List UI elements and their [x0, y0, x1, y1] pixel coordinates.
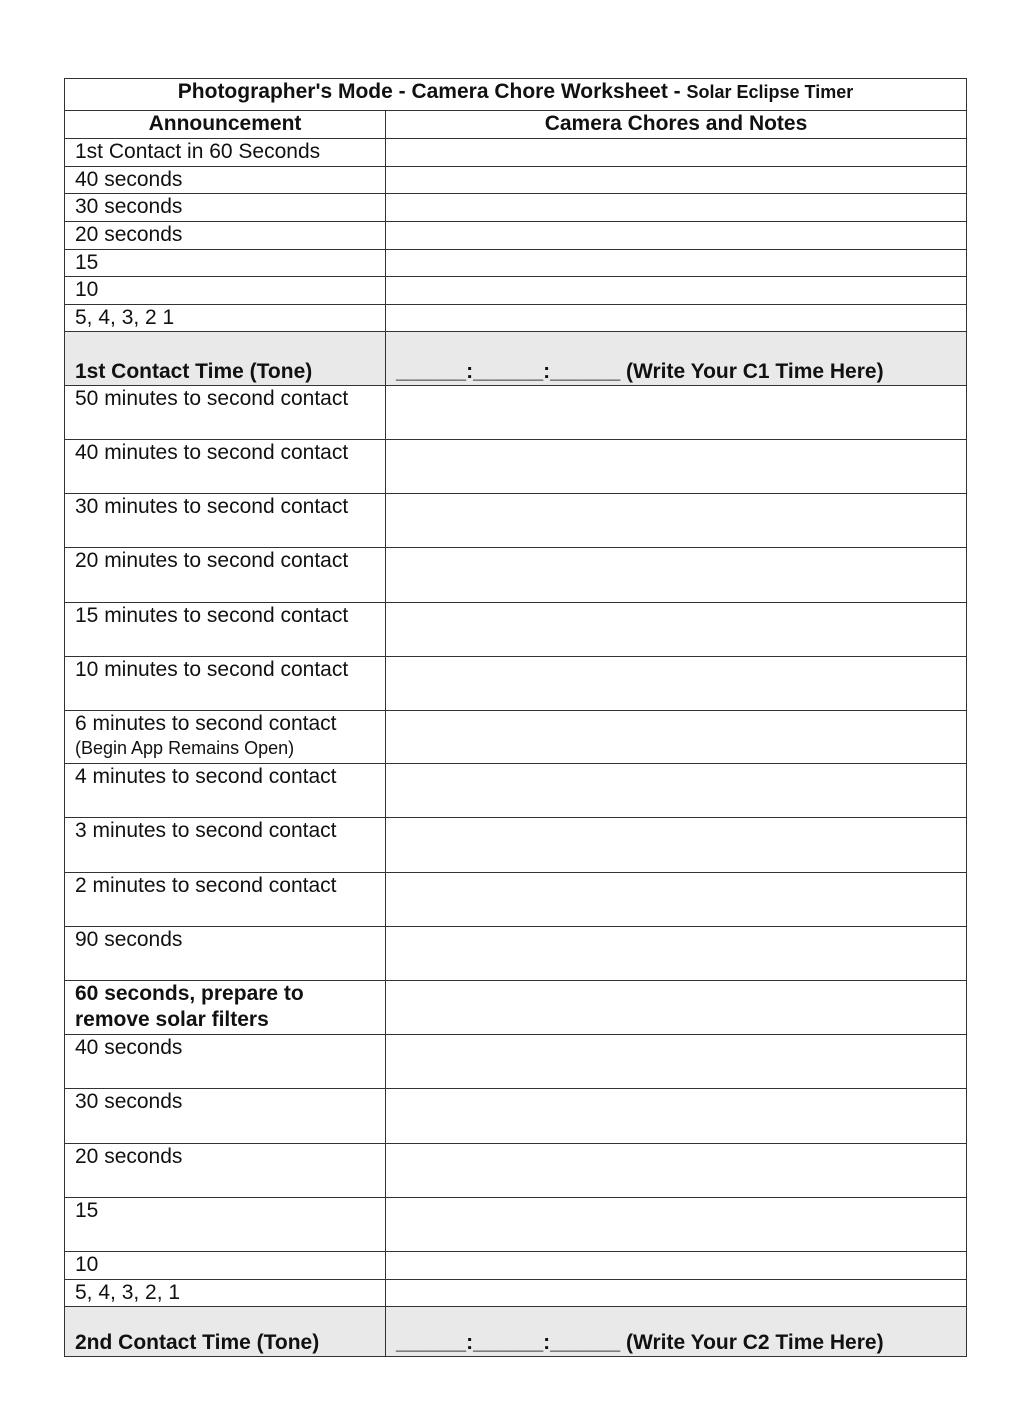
second-contact-row: [65, 1307, 967, 1357]
announcement-cell: 10: [65, 277, 386, 305]
announcement-cell: 15: [65, 1198, 386, 1252]
announcement-cell: 5, 4, 3, 2, 1: [65, 1280, 386, 1307]
announcement-cell: 90 seconds: [65, 927, 386, 981]
notes-cell[interactable]: [386, 818, 967, 873]
notes-cell[interactable]: [386, 494, 967, 548]
notes-cell[interactable]: [386, 657, 967, 711]
notes-cell[interactable]: [386, 194, 967, 222]
announcement-cell: 1st Contact in 60 Seconds: [65, 139, 386, 167]
announcement-cell: 2 minutes to second contact: [65, 873, 386, 927]
announcement-cell: 20 seconds: [65, 1144, 386, 1198]
c1-time-entry[interactable]: ______:______:______ (Write Your C1 Time Here): [386, 332, 967, 386]
notes-cell[interactable]: [386, 167, 967, 194]
table-row: [65, 139, 967, 167]
chores-header: Camera Chores and Notes: [386, 111, 967, 139]
table-row: [65, 981, 967, 1035]
table-row: [65, 494, 967, 548]
table-row: [65, 277, 967, 305]
notes-cell[interactable]: [386, 927, 967, 981]
announcement-header: Announcement: [65, 111, 386, 139]
notes-cell[interactable]: [386, 305, 967, 332]
table-row: [65, 1035, 967, 1089]
title-row: [65, 79, 967, 111]
notes-cell[interactable]: [386, 1280, 967, 1307]
table-row: [65, 548, 967, 603]
notes-cell[interactable]: [386, 139, 967, 167]
announcement-cell: 10: [65, 1252, 386, 1280]
announcement-cell: 15: [65, 250, 386, 277]
announcement-cell: 20 minutes to second contact: [65, 548, 386, 603]
notes-cell[interactable]: [386, 1035, 967, 1089]
announcement-cell: 4 minutes to second contact: [65, 764, 386, 818]
title-main: Photographer's Mode - Camera Chore Worksheet -: [177, 80, 687, 103]
notes-cell[interactable]: [386, 1144, 967, 1198]
camera-chore-worksheet: [64, 78, 967, 1357]
announcement-cell: 15 minutes to second contact: [65, 603, 386, 657]
announcement-cell: 40 seconds: [65, 167, 386, 194]
notes-cell[interactable]: [386, 548, 967, 603]
c2-time-entry[interactable]: ______:______:______ (Write Your C2 Time Here): [386, 1307, 967, 1357]
notes-cell[interactable]: [386, 711, 967, 764]
announcement-cell: 30 minutes to second contact: [65, 494, 386, 548]
table-row: [65, 167, 967, 194]
announcement-cell: 3 minutes to second contact: [65, 818, 386, 873]
notes-cell[interactable]: [386, 764, 967, 818]
notes-cell[interactable]: [386, 440, 967, 494]
title-sub: Solar Eclipse Timer: [686, 82, 854, 102]
announcement-cell: 30 seconds: [65, 194, 386, 222]
announcement-cell: 20 seconds: [65, 222, 386, 250]
table-row: [65, 764, 967, 818]
notes-cell[interactable]: [386, 981, 967, 1035]
notes-cell[interactable]: [386, 222, 967, 250]
announcement-text: 6 minutes to second contact: [75, 712, 337, 735]
worksheet-title: [65, 79, 967, 111]
notes-cell[interactable]: [386, 277, 967, 305]
first-contact-label: 1st Contact Time (Tone): [65, 332, 386, 386]
announcement-cell: 10 minutes to second contact: [65, 657, 386, 711]
first-contact-row: [65, 332, 967, 386]
table-row: [65, 194, 967, 222]
announcement-cell: 40 minutes to second contact: [65, 440, 386, 494]
notes-cell[interactable]: [386, 603, 967, 657]
announcement-cell: [65, 711, 386, 764]
notes-cell[interactable]: [386, 873, 967, 927]
table-row: [65, 657, 967, 711]
table-row: [65, 818, 967, 873]
announcement-cell: 5, 4, 3, 2 1: [65, 305, 386, 332]
table-row: [65, 305, 967, 332]
notes-cell[interactable]: [386, 250, 967, 277]
announcement-cell: 30 seconds: [65, 1089, 386, 1144]
announcement-cell: 50 minutes to second contact: [65, 386, 386, 440]
announcement-cell: 40 seconds: [65, 1035, 386, 1089]
table-row: [65, 1198, 967, 1252]
second-contact-label: 2nd Contact Time (Tone): [65, 1307, 386, 1357]
table-row: [65, 603, 967, 657]
table-row: [65, 386, 967, 440]
header-row: [65, 111, 967, 139]
notes-cell[interactable]: [386, 1198, 967, 1252]
notes-cell[interactable]: [386, 1089, 967, 1144]
announcement-cell: 60 seconds, prepare to remove solar filters: [65, 981, 386, 1035]
table-row: [65, 711, 967, 764]
table-row: [65, 873, 967, 927]
table-row: [65, 1089, 967, 1144]
announcement-subnote: (Begin App Remains Open): [75, 738, 295, 758]
table-row: [65, 222, 967, 250]
notes-cell[interactable]: [386, 386, 967, 440]
notes-cell[interactable]: [386, 1252, 967, 1280]
table-row: [65, 250, 967, 277]
table-row: [65, 440, 967, 494]
table-row: [65, 1280, 967, 1307]
table-row: [65, 1144, 967, 1198]
table-row: [65, 1252, 967, 1280]
table-row: [65, 927, 967, 981]
